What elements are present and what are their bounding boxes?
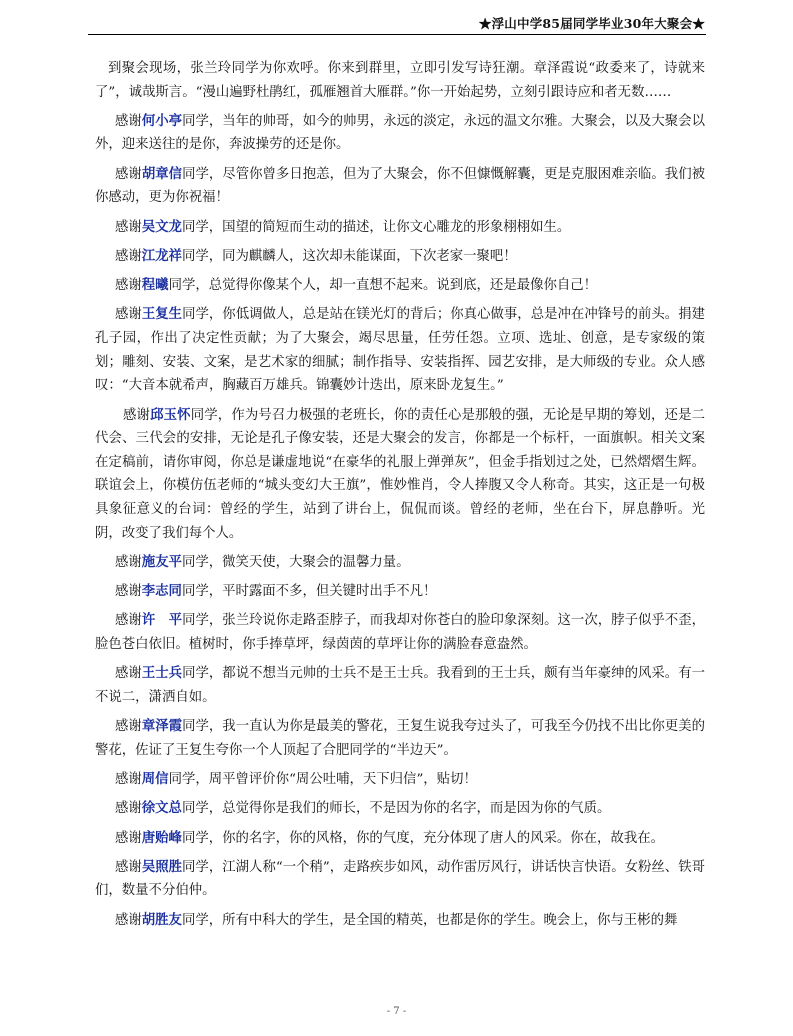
paragraph-text: 同学，总觉得你是我们的师长，不是因为你的名字，而是因为你的气质。	[181, 801, 611, 817]
paragraph-lead-text: 感谢	[115, 307, 142, 323]
header-divider	[88, 34, 706, 35]
classmate-name: 吴照胜	[141, 858, 183, 875]
paragraph-lead-text: 感谢	[115, 859, 142, 875]
paragraph-text: 到聚会现场，张兰玲同学为你欢呼。你来到群里，立即引发写诗狂潮。章泽霞说“政委来了，诗就来了”，诚哉斯言。“漫山遍野杜鹃红，孤雁翘首大雁群。”你一开始起势，立刻引跟诗应和者无数……	[95, 61, 705, 100]
classmate-name: 胡胜友	[141, 911, 182, 928]
paragraph-text: 同学，作为号召力极强的老班长，你的责任心是那般的强，无论是早期的筹划，还是二代会、三代会的安排，无论是孔子像安装，还是大聚会的发言，你都是一个标杆，一面旗帜。相关文案在定稿前，请你审阅，你总是谦虚地说“在豪华的礼服上弹弹灰”，但金手指划过之处，已然熠熠生辉。联谊会上，你模仿伍老师的“城头变幻大王旗”，惟妙惟肖，令人捧腹又令人称奇。其实，这正是一句极具象征意义的台词：曾经的学生，站到了讲台上，侃侃而谈。曾经的老师，坐在台下，屏息静听。光阴，改变了我们每个人。	[95, 407, 706, 541]
thanks-paragraph	[95, 274, 705, 298]
paragraph-text: 同学，总觉得你像某个人，却一直想不起来。说到底，还是最像你自己！	[168, 278, 598, 294]
document-body	[95, 57, 705, 938]
classmate-name: 周信	[141, 770, 169, 787]
paragraph-text: 同学，平时露面不多，但关键时出手不凡！	[181, 584, 437, 600]
thanks-paragraph	[95, 609, 705, 656]
paragraph-text: 同学，江湖人称“一个稍”，走路疾步如风，动作雷厉风行，讲话快言快语。女粉丝、铁哥们，数量不分伯仲。	[95, 859, 706, 899]
thanks-paragraph	[95, 216, 705, 240]
page-number: - 7 -	[386, 1006, 407, 1017]
classmate-name: 王士兵	[141, 665, 183, 682]
paragraph-text: 同学，同为麒麟人，这次却未能谋面，下次老家一聚吧！	[181, 248, 517, 264]
classmate-name: 许 平	[141, 612, 183, 629]
paragraph-lead-text: 感谢	[115, 666, 142, 682]
thanks-paragraph	[95, 551, 705, 575]
classmate-name: 邱玉怀	[150, 406, 191, 423]
thanks-paragraph	[95, 797, 705, 821]
classmate-name: 胡章信	[141, 165, 183, 182]
thanks-paragraph	[95, 662, 705, 709]
paragraph-text: 同学，周平曾评价你“周公吐哺，天下归信”，贴切！	[168, 771, 477, 787]
paragraph-text: 同学，当年的帅哥，如今的帅男，永远的淡定，永远的温文尔雅。大聚会，以及大聚会以外，迎来送往的是你，奔波操劳的还是你。	[95, 113, 706, 153]
paragraph-lead-text: 感谢	[115, 771, 142, 787]
classmate-name: 王复生	[141, 306, 183, 323]
paragraph-text: 同学，都说不想当元帅的士兵不是王士兵。我看到的王士兵，颇有当年豪绅的风采。有一不说二，潇洒自如。	[95, 666, 706, 705]
thanks-paragraph	[95, 245, 705, 269]
thanks-paragraph	[95, 715, 705, 762]
paragraph-lead-text: 感谢	[115, 278, 142, 294]
thanks-paragraph	[95, 303, 705, 397]
classmate-name: 施友平	[141, 553, 182, 570]
paragraph-intro	[95, 57, 705, 104]
paragraph-lead-text: 感谢	[115, 166, 142, 182]
classmate-name: 江龙祥	[141, 247, 182, 264]
paragraph-text: 同学，你低调做人，总是站在镁光灯的背后；你真心做事，总是冲在冲锋号的前头。捐建孔子园，作出了决定性贡献；为了大聚会，竭尽思量，任劳任怨。立项、选址、创意，是专家级的策划；雕刻、安装、文案，是艺术家的细腻；制作指导、安装指挥、园艺安排，是大师级的专业。众人感叹：“大音本就希声，胸藏百万雄兵。锦囊妙计迭出，原来卧龙复生。”	[95, 307, 706, 394]
paragraph-lead-text: 感谢	[115, 801, 142, 817]
paragraph-lead-text: 感谢	[115, 219, 142, 235]
paragraph-lead-text: 感谢	[123, 407, 151, 423]
thanks-paragraph	[95, 580, 705, 604]
classmate-name: 何小亭	[141, 112, 183, 129]
paragraph-lead-text: 感谢	[115, 613, 142, 629]
paragraph-lead-text: 感谢	[115, 248, 142, 264]
paragraph-text: 同学，微笑天使，大聚会的温馨力量。	[181, 554, 410, 570]
classmate-name: 吴文龙	[141, 218, 182, 235]
classmate-name: 李志同	[141, 583, 182, 600]
thanks-paragraph	[95, 163, 705, 210]
classmate-name: 程曦	[141, 277, 169, 294]
classmate-name: 章泽霞	[141, 718, 183, 735]
thanks-paragraph	[95, 404, 705, 546]
thanks-paragraph	[95, 110, 705, 157]
paragraph-text: 同学，我一直认为你是最美的警花，王复生说我夸过头了，可我至今仍找不出比你更美的警花，佐证了王复生夸你一个人顶起了合肥同学的“半边天”。	[95, 719, 706, 758]
paragraph-text: 同学，国望的简短而生动的描述，让你文心雕龙的形象栩栩如生。	[181, 219, 571, 235]
paragraph-text: 同学，尽管你曾多日抱恙，但为了大聚会，你不但慷慨解囊，更是克服困难亲临。我们被你感动，更为你祝福！	[95, 166, 706, 206]
paragraph-lead-text: 感谢	[115, 912, 142, 928]
paragraph-text: 同学，张兰玲说你走路歪脖子，而我却对你苍白的脸印象深刻。这一次，脖子似乎不歪，脸色苍白依旧。植树时，你手捧草坪，绿茵茵的草坪让你的满脸春意盎然。	[95, 613, 706, 652]
paragraph-lead-text: 感谢	[115, 584, 142, 600]
thanks-paragraph	[95, 909, 705, 933]
paragraph-text: 同学，所有中科大的学生，是全国的精英，也都是你的学生。晚会上，你与王彬的舞	[181, 912, 678, 928]
thanks-paragraph	[95, 768, 705, 792]
paragraph-text: 同学，你的名字，你的风格，你的气度，充分体现了唐人的风采。你在，故我在。	[181, 830, 665, 846]
thanks-paragraph	[95, 827, 705, 851]
paragraph-lead-text: 感谢	[115, 719, 142, 735]
paragraph-lead-text: 感谢	[115, 554, 142, 570]
document-header: ★浮山中学85届同学毕业30年大聚会★	[478, 16, 705, 31]
thanks-paragraph	[95, 856, 705, 903]
classmate-name: 徐文总	[141, 800, 182, 817]
paragraph-lead-text: 感谢	[115, 830, 142, 846]
paragraph-lead-text: 感谢	[115, 113, 142, 129]
classmate-name: 唐贻峰	[141, 829, 182, 846]
